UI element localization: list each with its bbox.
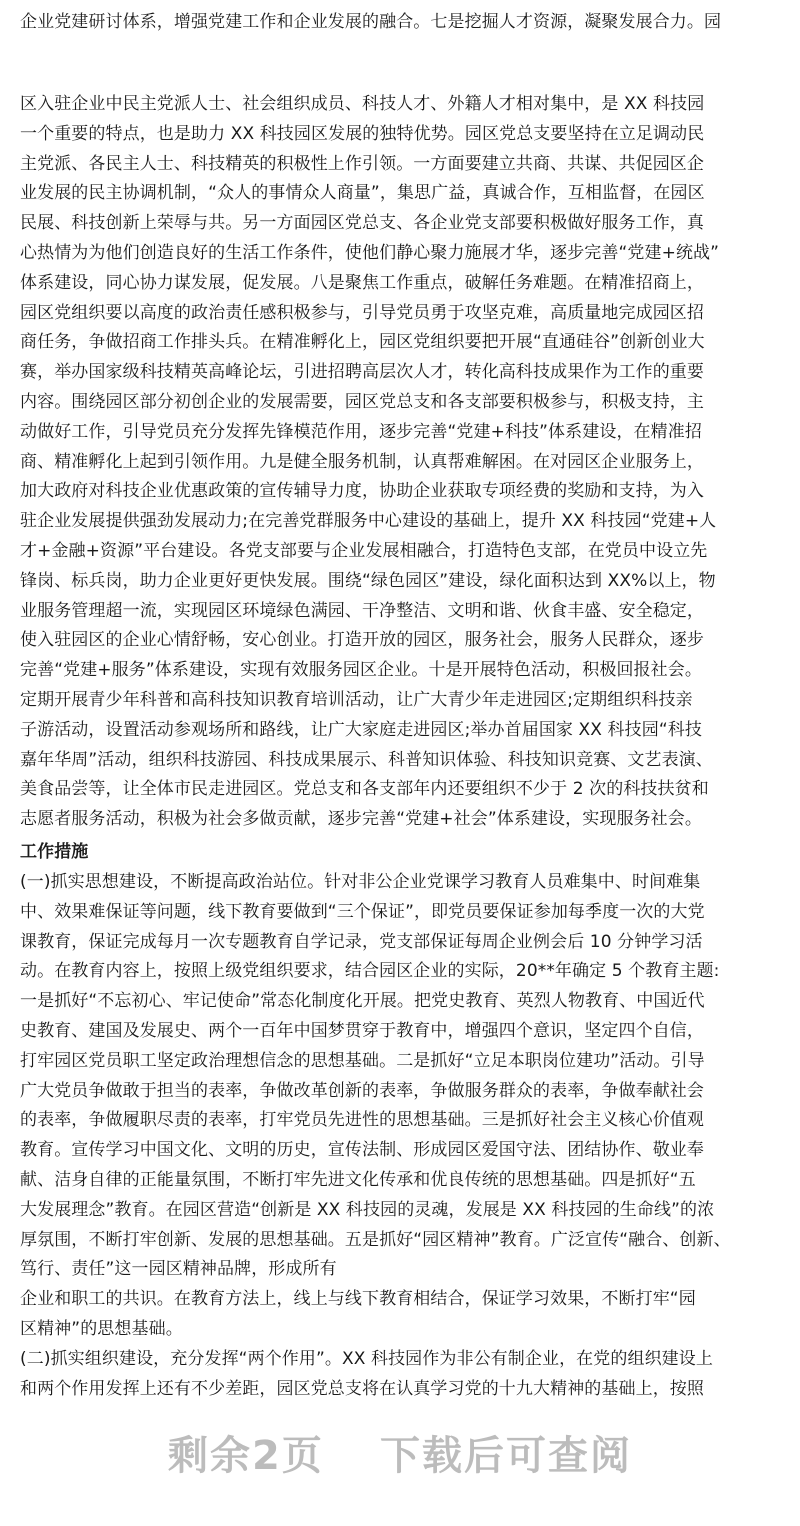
text-line: 一个重要的特点，也是助力 XX 科技园区发展的独特优势。园区党总支要坚持在立足调动民 [20,123,705,144]
text-line: 赛，举办国家级科技精英高峰论坛，引进招聘高层次人才，转化高科技成果作为工作的重要 [20,362,704,383]
text-line: 民展、科技创新上荣辱与共。另一方面园区党总支、各企业党支部要积极做好服务工作，真 [20,213,704,234]
text-line: 锋岗、标兵岗，助力企业更好更快发展。围绕“绿色园区”建设，绿化面积达到 XX%以上，物 [20,570,716,591]
text-line: 献、洁身自律的正能量氛围，不断打牢先进文化传承和优良传统的思想基础。四是抓好“五 [20,1170,696,1190]
text-line: 主党派、各民主人士、科技精英的积极性上作引领。一方面要建立共商、共谋、共促园区企 [20,153,704,174]
text-line: 定期开展青少年科普和高科技知识教育培训活动，让广大青少年走进园区;定期组织科技亲 [20,690,693,710]
text-line: 动。在教育内容上，按照上级党组织要求，结合园区企业的实际，20**年确定 5 个教育主题: [20,961,720,982]
text-line: 大发展理念”教育。在园区营造“创新是 XX 科技园的灵魂，发展是 XX 科技园的生命线”的浓 [20,1199,715,1220]
text-line: 的表率，争做履职尽责的表率，打牢党员先进性的思想基础。三是抓好社会主义核心价值观 [20,1110,704,1131]
text-line: (二)抓实组织建设，充分发挥“两个作用”。XX 科技园作为非公有制企业，在党的组织建设上 [20,1348,713,1369]
text-line: 史教育、建国及发展史、两个一百年中国梦贯穿于教育中，增强四个意识，坚定四个自信， [20,1021,704,1041]
text-line: 志愿者服务活动，积极为社会多做贡献，逐步完善“党建+社会”体系建设，实现服务社会。 [20,809,702,830]
text-line: 企业和职工的共识。在教育方法上，线上与线下教育相结合，保证学习效果，不断打牢“园 [20,1289,696,1310]
text-line: 美食品尝等，让全体市民走进园区。党总支和各支部年内还要组织不少于 2 次的科技扶贫和 [20,779,709,800]
text-line: 打牢园区党员职工坚定政治理想信念的思想基础。二是抓好“立足本职岗位建功”活动。引导 [20,1050,705,1071]
text-line: 和两个作用发挥上还有不少差距，园区党总支将在认真学习党的十九大精神的基础上，按照 [20,1378,704,1399]
text-line: 园区党组织要以高度的政治责任感积极参与，引导党员勇于攻坚克难，高质量地完成园区招 [20,302,704,323]
text-line: 心热情为为他们创造良好的生活工作条件，使他们静心聚力施展才华，逐步完善“党建+统战” [20,243,720,263]
remaining-pages-label: 剩余2页 [167,1433,324,1479]
text-line: 区入驻企业中民主党派人士、社会组织成员、科技人才、外籍人才相对集中，是 XX 科技园 [20,94,705,114]
text-line: 教育。宣传学习中国文化、文明的历史，宣传法制、形成园区爱国守法、团结协作、敬业奉 [20,1140,704,1161]
text-line: 笃行、责任”这一园区精神品牌，形成所有 [20,1259,337,1280]
text-line: 区精神”的思想基础。 [20,1319,183,1339]
text-line: 才+金融+资源”平台建设。各党支部要与企业发展相融合，打造特色支部，在党员中设立先 [20,541,708,561]
text-line: 广大党员争做敢于担当的表率，争做改革创新的表率，争做服务群众的表率，争做奉献社会 [20,1080,704,1101]
download-hint-label: 下载后可查阅 [380,1433,633,1479]
text-line: (一)抓实思想建设，不断提高政治站位。针对非公企业党课学习教育人员难集中、时间难集 [20,872,701,892]
text-line: 动做好工作，引导党员充分发挥先锋模范作用，逐步完善“党建+科技”体系建设，在精准招 [20,421,702,442]
text-line: 使入驻园区的企业心情舒畅，安心创业。打造开放的园区，服务社会，服务人民群众，逐步 [20,630,704,651]
text-line: 子游活动，设置活动参观场所和路线，让广大家庭走进园区;举办首届国家 XX 科技园“科技 [20,719,702,740]
text-line: 驻企业发展提供强劲发展动力;在完善党群服务中心建设的基础上，提升 XX 科技园“党建+人 [20,511,717,532]
download-prompt[interactable] [0,1424,800,1484]
text-line: 一是抓好“不忘初心、牢记使命”常态化制度化开展。把党史教育、英烈人物教育、中国近代 [20,991,705,1012]
text-line: 体系建设，同心协力谋发展，促发展。八是聚焦工作重点，破解任务难题。在精准招商上， [20,272,704,293]
text-line: 加大政府对科技企业优惠政策的宣传辅导力度，协助企业获取专项经费的奖励和支持，为入 [20,481,704,502]
text-line: 厚氛围，不断打牢创新、发展的思想基础。五是抓好“园区精神”教育。广泛宣传“融合、创新、 [20,1229,731,1250]
text-line: 完善“党建+服务”体系建设，实现有效服务园区企业。十是开展特色活动，积极回报社会。 [20,660,702,681]
text-line: 企业党建研讨体系，增强党建工作和企业发展的融合。七是挖掘人才资源，凝聚发展合力。园 [20,12,722,32]
text-line: 中、效果难保证等问题，线下教育要做到“三个保证”，即党员要保证参加每季度一次的大党 [20,901,705,922]
section-heading: 工作措施 [20,842,89,862]
text-line: 内容。围绕园区部分初创企业的发展需要，园区党总支和各支部要积极参与，积极支持，主 [20,392,704,412]
text-line: 嘉年华周”活动，组织科技游园、科技成果展示、科普知识体验、科技知识竞赛、文艺表演、 [20,749,713,770]
text-line: 业服务管理超一流，实现园区环境绿色满园、干净整洁、文明和谐、伙食丰盛、安全稳定， [20,600,704,621]
text-line: 商、精准孵化上起到引领作用。九是健全服务机制，认真帮难解困。在对园区企业服务上， [20,451,704,472]
text-line: 业发展的民主协调机制，“众人的事情众人商量”，集思广益，真诚合作，互相监督，在园区 [20,183,705,204]
text-line: 商任务，争做招商工作排头兵。在精准孵化上，园区党组织要把开展“直通硅谷”创新创业大 [20,332,705,353]
text-line: 课教育，保证完成每月一次专题教育自学记录，党支部保证每周企业例会后 10 分钟学习活 [20,931,703,952]
